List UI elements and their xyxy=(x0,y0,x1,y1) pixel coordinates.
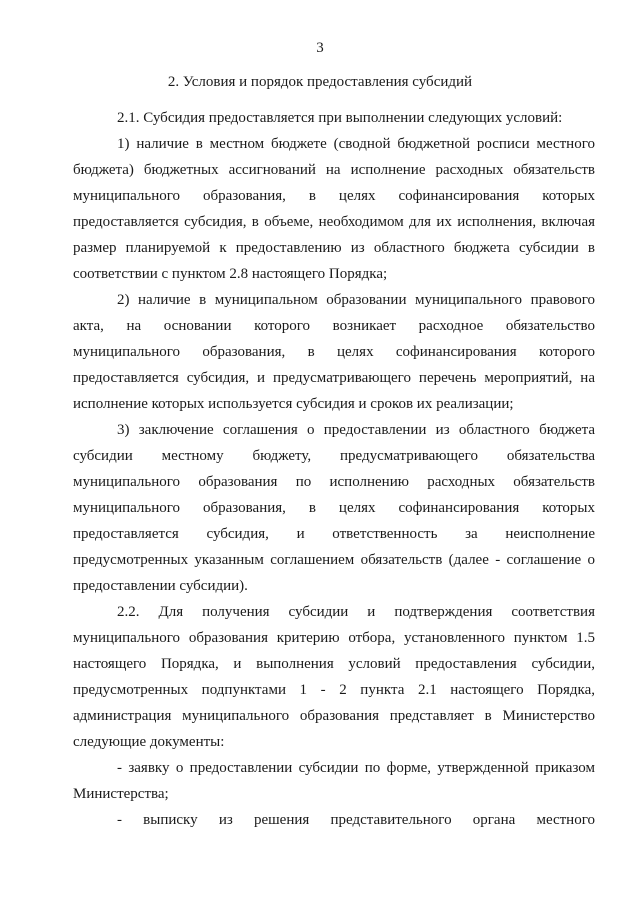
text-line: акта, на основании которого возникает расходное обязательство xyxy=(73,318,595,334)
text-line: администрация муниципального образования представляет в Министерство xyxy=(73,708,595,724)
text-line: 2) наличие в муниципальном образовании муниципального правового xyxy=(117,292,595,308)
text-line: муниципального образования по исполнению расходных обязательств xyxy=(73,474,595,490)
text-line: предоставлении субсидии). xyxy=(73,578,248,594)
text-line: муниципального образования, в целях софинансирования которого xyxy=(73,344,595,360)
document-body xyxy=(73,105,595,833)
text-line: 1) наличие в местном бюджете (сводной бюджетной росписи местного xyxy=(117,136,595,152)
text-line: предоставляется субсидия, в объеме, необходимом для их исполнения, включая xyxy=(73,214,595,230)
text-line: муниципального образования, в целях софинансирования которых xyxy=(73,500,595,516)
text-line: настоящего Порядка, и выполнения условий предоставления субсидии, xyxy=(73,656,595,672)
text-line: исполнение которых используется субсидия и сроков их реализации; xyxy=(73,396,514,412)
text-line: 3) заключение соглашения о предоставлении из областного бюджета xyxy=(117,422,595,438)
text-line: следующие документы: xyxy=(73,734,225,750)
text-line: 2.2. Для получения субсидии и подтверждения соответствия xyxy=(117,604,595,620)
page-number: 3 xyxy=(316,40,324,56)
text-line: субсидии местному бюджету, предусматривающего обязательства xyxy=(73,448,595,464)
text-line: Министерства; xyxy=(73,786,169,802)
text-line: соответствии с пунктом 2.8 настоящего Порядка; xyxy=(73,266,388,282)
text-line: предусмотренных подпунктами 1 - 2 пункта 2.1 настоящего Порядка, xyxy=(73,682,595,698)
text-line: - выписку из решения представительного органа местного xyxy=(117,812,595,828)
text-line: бюджета) бюджетных ассигнований на исполнение расходных обязательств xyxy=(73,162,595,178)
section-title: 2. Условия и порядок предоставления субсидий xyxy=(167,74,473,90)
text-line: предоставляется субсидия, и предусматривающего перечень мероприятий, на xyxy=(73,370,595,386)
text-line: 2.1. Субсидия предоставляется при выполнении следующих условий: xyxy=(117,110,563,126)
text-line: муниципального образования, в целях софинансирования которых xyxy=(73,188,595,204)
text-line: размер планируемой к предоставлению из областного бюджета субсидии в xyxy=(73,240,595,256)
text-line: муниципального образования критерию отбора, установленного пунктом 1.5 xyxy=(73,630,595,646)
text-line: предоставляется субсидия, и ответственность за неисполнение xyxy=(73,526,595,542)
text-line: предусмотренных указанным соглашением обязательств (далее - соглашение о xyxy=(73,552,595,568)
text-line: - заявку о предоставлении субсидии по форме, утвержденной приказом xyxy=(117,760,595,776)
